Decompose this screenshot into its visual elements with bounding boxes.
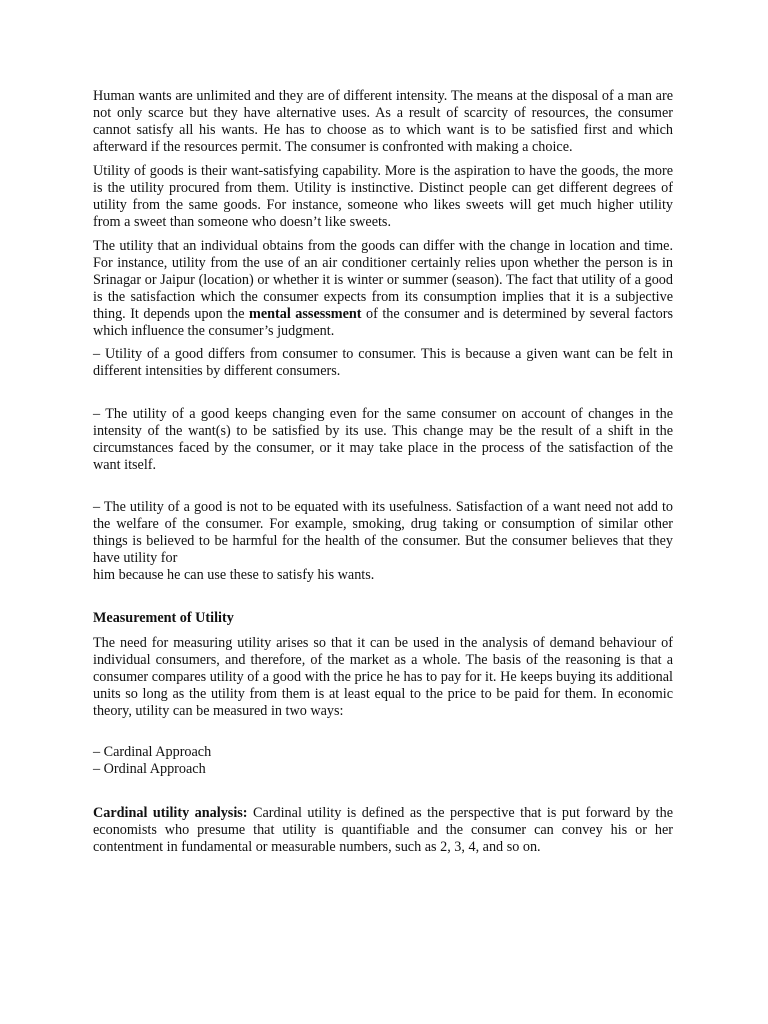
paragraph-utility-location-time bbox=[93, 238, 673, 340]
paragraph-text-end: of the consumer and is determined by several factors which influence the consumer’s judgment. bbox=[93, 306, 673, 339]
bullet-utility-changing: – The utility of a good keeps changing even for the same consumer on account of changes in the intensity of the want(s) to be satisfied by its use. This change may be the result of a shift in the circumstances faced by the consumer, or it may take place in the process of the satisfaction of the want itself. bbox=[93, 406, 673, 473]
paragraph-measuring-utility: The need for measuring utility arises so that it can be used in the analysis of demand behaviour of individual consumers, and therefore, of the market as a whole. The basis of the reasoning is that a consumer compares utility of a good with the price he has to pay for it. He keeps buying its additional units so long as the utility from them is at least equal to the price to be paid for them. In economic theory, utility can be measured in two ways: bbox=[93, 635, 673, 719]
paragraph-cardinal-utility bbox=[93, 805, 673, 856]
bullet-utility-usefulness-end: him because he can use these to satisfy his wants. bbox=[93, 567, 375, 583]
list-item-cardinal-approach: – Cardinal Approach bbox=[93, 744, 212, 760]
cardinal-utility-text: Cardinal utility is defined as the perspective that is put forward by the economists who presume that utility is quantifiable and the consumer can convey his or her contentment in fundamental or measurable numbers, such as 2, 3, 4, and so on. bbox=[93, 805, 673, 855]
cardinal-utility-label: Cardinal utility analysis: bbox=[93, 805, 248, 821]
bullet-utility-differs: – Utility of a good differs from consumer to consumer. This is because a given want can be felt in different intensities by different consumers. bbox=[93, 346, 673, 379]
bold-term-mental-assessment: mental assessment bbox=[249, 306, 362, 322]
paragraph-utility-of-goods: Utility of goods is their want-satisfying capability. More is the aspiration to have the goods, the more is the utility procured from them. Utility is instinctive. Distinct people can get different degrees of utility from the same goods. For instance, someone who likes sweets will get much higher utility from a sweet than someone who doesn’t like sweets. bbox=[93, 163, 673, 230]
paragraph-human-wants: Human wants are unlimited and they are of different intensity. The means at the disposal of a man are not only scarce but they have alternative uses. As a result of scarcity of resources, the consumer cannot satisfy all his wants. He has to choose as to which want is to be satisfied first and which afterward if the resources permit. The consumer is confronted with making a choice. bbox=[93, 88, 673, 155]
section-heading: Measurement of Utility bbox=[93, 610, 234, 626]
paragraph-text-start: The utility that an individual obtains from the goods can differ with the change in location and time. For instance, utility from the use of an air conditioner certainly relies upon whether the person is in Srinagar or Jaipur (location) or whether it is winter or summer (season). The fact that utility of a good is the satisfaction which the consumer expects from its consumption implies that it is a subjective thing. It depends upon the bbox=[93, 238, 673, 322]
list-item-ordinal-approach: – Ordinal Approach bbox=[93, 761, 206, 777]
document-page bbox=[93, 88, 673, 856]
bullet-utility-usefulness: – The utility of a good is not to be equated with its usefulness. Satisfaction of a want need not add to the welfare of the consumer. For example, smoking, drug taking or consumption of similar other things is believed to be harmful for the health of the consumer. But the consumer believes that they have utility for bbox=[93, 499, 673, 566]
